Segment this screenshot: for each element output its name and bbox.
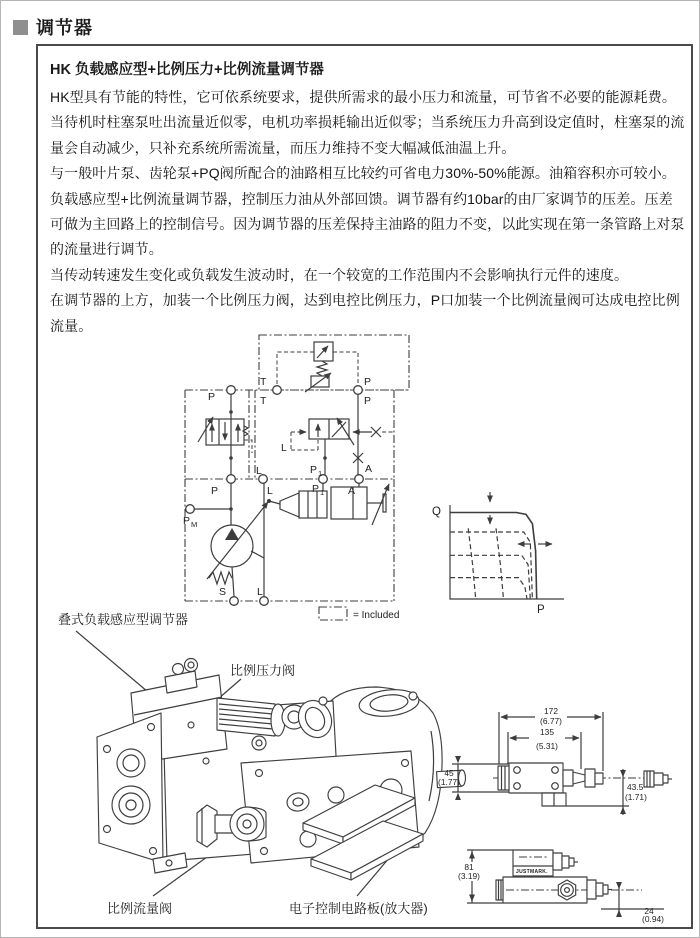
- chart-series: [450, 513, 537, 600]
- svg-text:L: L: [267, 485, 273, 497]
- svg-text:T: T: [260, 395, 267, 407]
- body-text-line: HK型具有节能的特性，它可依系统要求，提供所需求的最小压力和流量，可节省不必要的能源耗费。: [50, 89, 676, 105]
- body-text-line: 量会自动减少，只补充系统所需流量，而压力维持不变大幅减低油温上升。: [50, 139, 516, 156]
- chart-series-line: [468, 528, 476, 599]
- page-title: 调节器: [36, 18, 93, 38]
- dimension-drawing-top: [438, 694, 681, 816]
- svg-text:1: 1: [320, 488, 325, 497]
- body-text-line: 在调节器的上方，加装一个比例压力阀，达到电控比例压力，P口加装一个比例流量阀可达成电控比例: [50, 292, 680, 309]
- svg-text:(0.94): (0.94): [642, 914, 664, 924]
- port-line-top: [208, 376, 371, 407]
- svg-text:P: P: [183, 515, 191, 527]
- svg-text:24: 24: [644, 906, 654, 916]
- body-text: [50, 85, 685, 339]
- proportional-flow-valve-symbol: [198, 394, 252, 475]
- page-header: [13, 14, 93, 40]
- svg-text:A: A: [348, 485, 356, 497]
- svg-text:L: L: [281, 442, 287, 454]
- body-text-line: 可做为主回路上的控制信号。因为调节器的压差保持主油路的阻力不变，以此实现在第一条管路上对泵: [50, 216, 685, 233]
- proportional-relief-valve-symbol: [277, 342, 358, 392]
- svg-text:(1.71): (1.71): [625, 792, 647, 802]
- load-sensing-regulator-symbol: [281, 394, 394, 479]
- y-axis-label: Q: [432, 506, 441, 518]
- svg-text:P: P: [310, 464, 318, 476]
- x-axis-label: P: [537, 604, 545, 616]
- svg-text:S: S: [219, 586, 227, 598]
- svg-text:P: P: [312, 483, 320, 495]
- svg-text:M: M: [191, 520, 198, 529]
- brand-label: JUSTMARK.: [516, 869, 548, 875]
- svg-text:172: 172: [544, 706, 558, 716]
- variable-pump-symbol: [183, 483, 271, 605]
- dim-24: [601, 882, 664, 924]
- hydraulic-schematic: [181, 329, 431, 625]
- pump-illustration: [58, 601, 461, 931]
- caption-pcb: 电子控制电路板(放大器): [289, 901, 428, 916]
- svg-text:(5.31): (5.31): [536, 741, 558, 751]
- svg-text:L: L: [257, 586, 263, 598]
- header-square-icon: [13, 20, 28, 35]
- body-text-line: 与一般叶片泵、齿轮泵+PQ阀所配合的油路相互比较约可省电力30%-50%能源。油箱容积亦可较小。: [50, 165, 676, 182]
- plug-x-mark: [371, 427, 381, 437]
- body-text-line: 负载感应型+比例流量调节器，控制压力油从外部回馈。调节器有约10bar的由厂家调节的压差。压差: [50, 190, 673, 207]
- body-text-line: 当传动转速发生变化或负载发生波动时，在一个较宽的工作范围内不会影响执行元件的速度。: [50, 266, 629, 283]
- svg-text:(3.19): (3.19): [458, 871, 480, 881]
- svg-text:81: 81: [464, 862, 474, 872]
- body-text-line: 的流量进行调节。: [50, 241, 163, 258]
- chart-series-line: [450, 532, 532, 599]
- caption-regulator: 叠式负载感应型调节器: [58, 612, 189, 627]
- svg-text:A: A: [365, 463, 373, 475]
- caption-flow-valve: 比例流量阀: [107, 901, 173, 916]
- body-text-line: 流量。: [50, 317, 93, 334]
- svg-text:P: P: [208, 391, 216, 403]
- svg-text:135: 135: [540, 727, 554, 737]
- svg-text:1: 1: [318, 469, 323, 478]
- dim-45: [438, 756, 460, 800]
- svg-text:P: P: [364, 395, 372, 407]
- port-line-middle: [211, 463, 372, 497]
- dimension-drawing-side: [451, 844, 677, 930]
- svg-text:P: P: [211, 485, 219, 497]
- valve-side-view: [496, 850, 642, 903]
- svg-text:43.5: 43.5: [627, 782, 644, 792]
- body-text-line: 当待机时柱塞泵吐出流量近似零，电机功率损耗输出近似零；当系统压力升高到设定值时，柱塞泵的流: [50, 114, 685, 131]
- section-title: HK 负载感应型+比例压力+比例流量调节器: [50, 62, 324, 78]
- svg-text:(1.77): (1.77): [438, 777, 460, 787]
- dim-172: [501, 706, 601, 726]
- caption-pressure-valve: 比例压力阀: [230, 663, 296, 678]
- chart-series-line: [496, 528, 504, 599]
- svg-text:45: 45: [444, 768, 454, 778]
- module-frames: [185, 335, 409, 601]
- svg-text:L: L: [256, 465, 262, 477]
- chart-series-line: [450, 578, 527, 599]
- svg-text:(6.77): (6.77): [540, 716, 562, 726]
- stroke-piston-symbol: [269, 483, 389, 525]
- dim-135: [510, 727, 579, 751]
- svg-text:= Included: = Included: [353, 610, 400, 621]
- svg-text:P: P: [364, 376, 372, 388]
- svg-text:T: T: [260, 376, 267, 388]
